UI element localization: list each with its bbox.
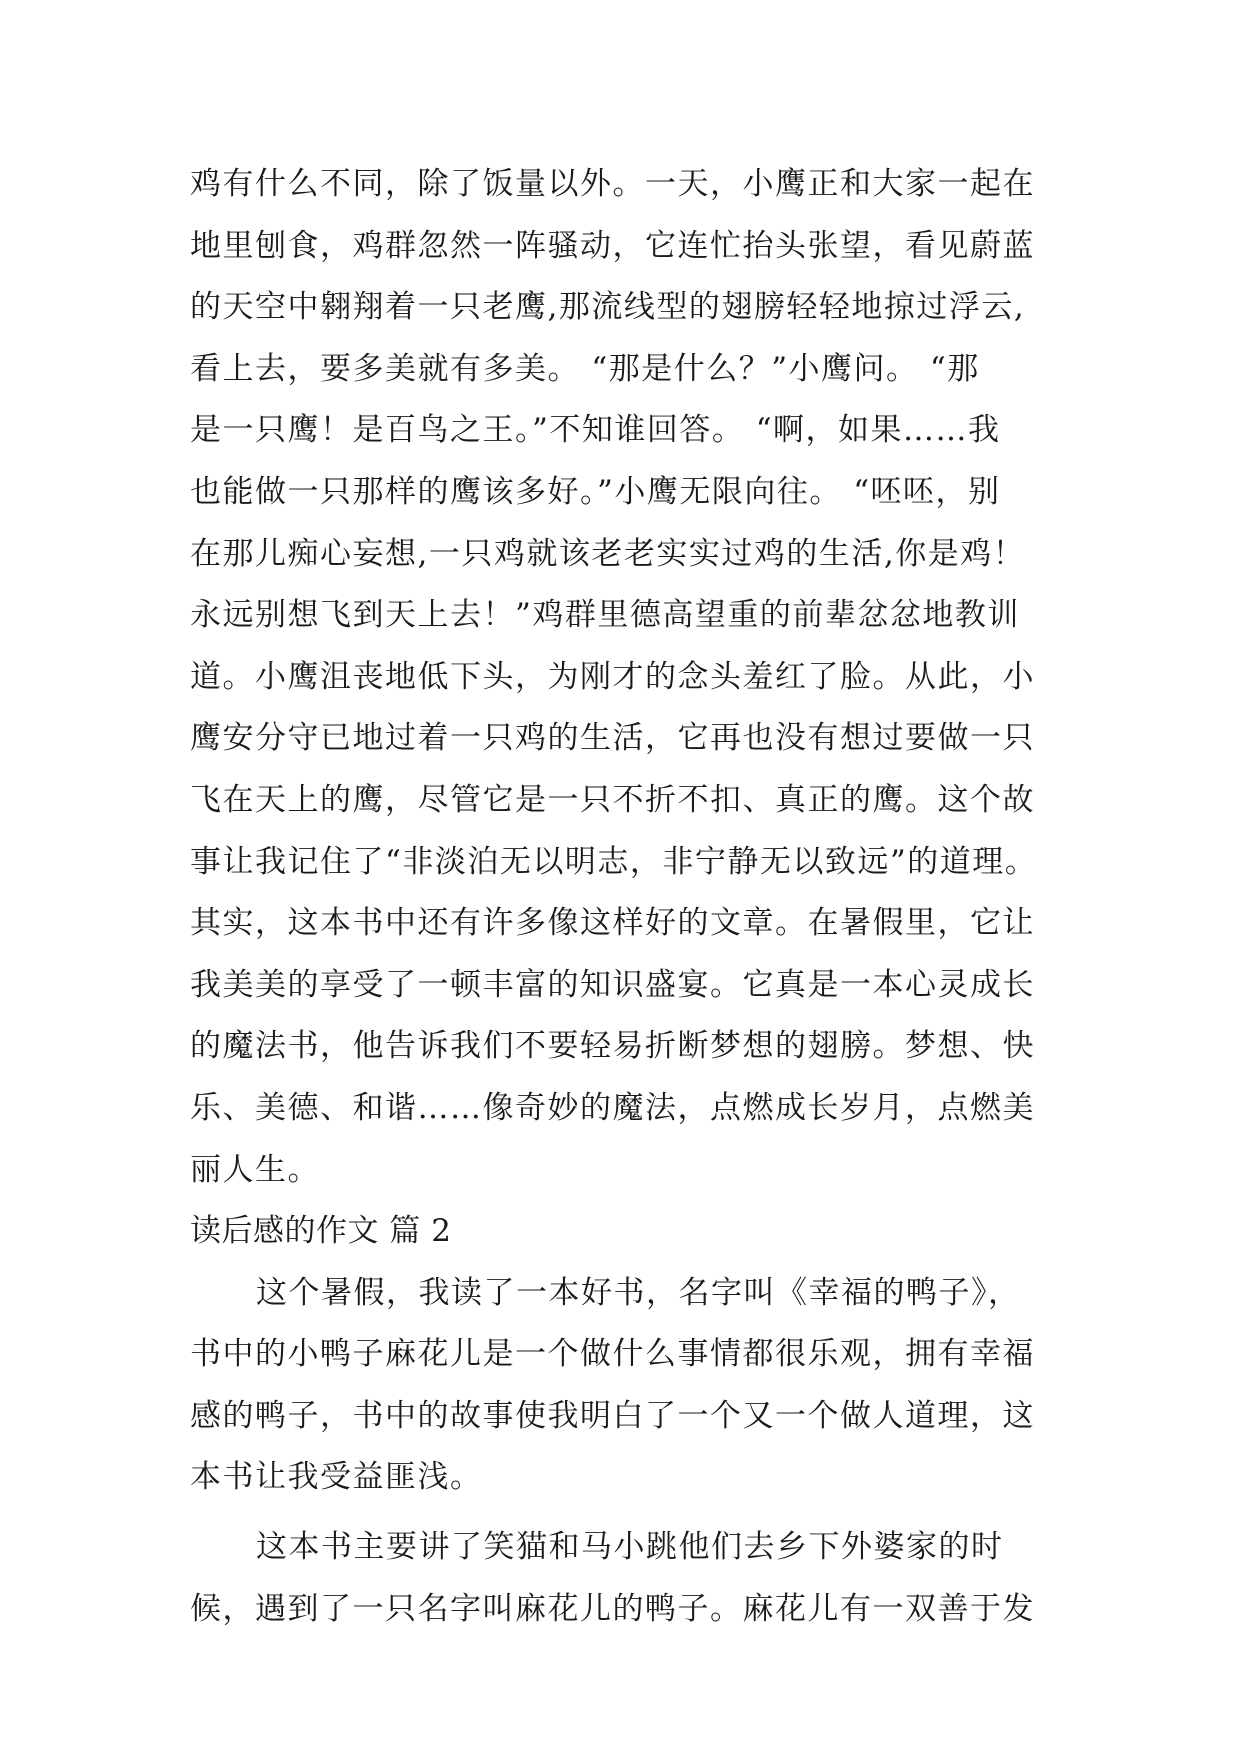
- text-line: 鸡有什么不同，除了饭量以外。一天，小鹰正和大家一起在: [190, 166, 1035, 202]
- text-line: 丽人生。: [190, 1151, 320, 1188]
- text-line: 地里刨食，鸡群忽然一阵骚动，它连忙抬头张望，看见蔚蓝: [190, 227, 1035, 264]
- paragraph-line: 候，遇到了一只名字叫麻花儿的鸭子。麻花儿有一双善于发: [190, 1590, 1035, 1627]
- paragraph-line: 书中的小鸭子麻花儿是一个做什么事情都很乐观，拥有幸福: [190, 1336, 1035, 1373]
- text-line: 我美美的享受了一顿丰富的知识盛宴。它真是一本心灵成长: [190, 966, 1035, 1003]
- text-line: 永远别想飞到天上去！”鸡群里德高望重的前辈忿忿地教训: [190, 597, 1020, 634]
- text-line: 看上去，要多美就有多美。 “那是什么？”小鹰问。 “那: [190, 350, 980, 387]
- text-line: 的魔法书，他告诉我们不要轻易折断梦想的翅膀。梦想、快: [190, 1028, 1035, 1065]
- paragraph-line: 这本书主要讲了笑猫和马小跳他们去乡下外婆家的时: [256, 1529, 1004, 1566]
- text-line: 的天空中翱翔着一只老鹰,那流线型的翅膀轻轻地掠过浮云,: [190, 289, 1026, 326]
- paragraph-line: 感的鸭子，书中的故事使我明白了一个又一个做人道理，这: [190, 1397, 1035, 1434]
- text-line: 也能做一只那样的鹰该多好。”小鹰无限向往。 “呸呸，别: [190, 473, 1001, 510]
- text-line: 是一只鹰！是百鸟之王。”不知谁回答。 “啊，如果……我: [190, 412, 1001, 449]
- text-line: 鹰安分守已地过着一只鸡的生活，它再也没有想过要做一只: [190, 720, 1035, 757]
- paragraph-line: 本书让我受益匪浅。: [190, 1459, 483, 1496]
- text-line: 事让我记住了“非淡泊无以明志，非宁静无以致远”的道理。: [190, 843, 1038, 880]
- paragraph-line: 这个暑假，我读了一本好书，名字叫《幸福的鸭子》，: [256, 1274, 1021, 1311]
- text-line: 在那儿痴心妄想,一只鸡就该老老实实过鸡的生活,你是鸡！: [190, 535, 1026, 572]
- text-line: 道。小鹰沮丧地低下头，为刚才的念头羞红了脸。从此，小: [190, 658, 1035, 695]
- section-heading: 读后感的作文 篇 2: [190, 1213, 452, 1250]
- text-line: 飞在天上的鹰，尽管它是一只不折不扣、真正的鹰。这个故: [190, 781, 1035, 818]
- document-body: [190, 154, 1070, 1640]
- text-line: 其实，这本书中还有许多像这样好的文章。在暑假里，它让: [190, 905, 1035, 942]
- text-line: 乐、美德、和谐……像奇妙的魔法，点燃成长岁月，点燃美: [190, 1089, 1035, 1126]
